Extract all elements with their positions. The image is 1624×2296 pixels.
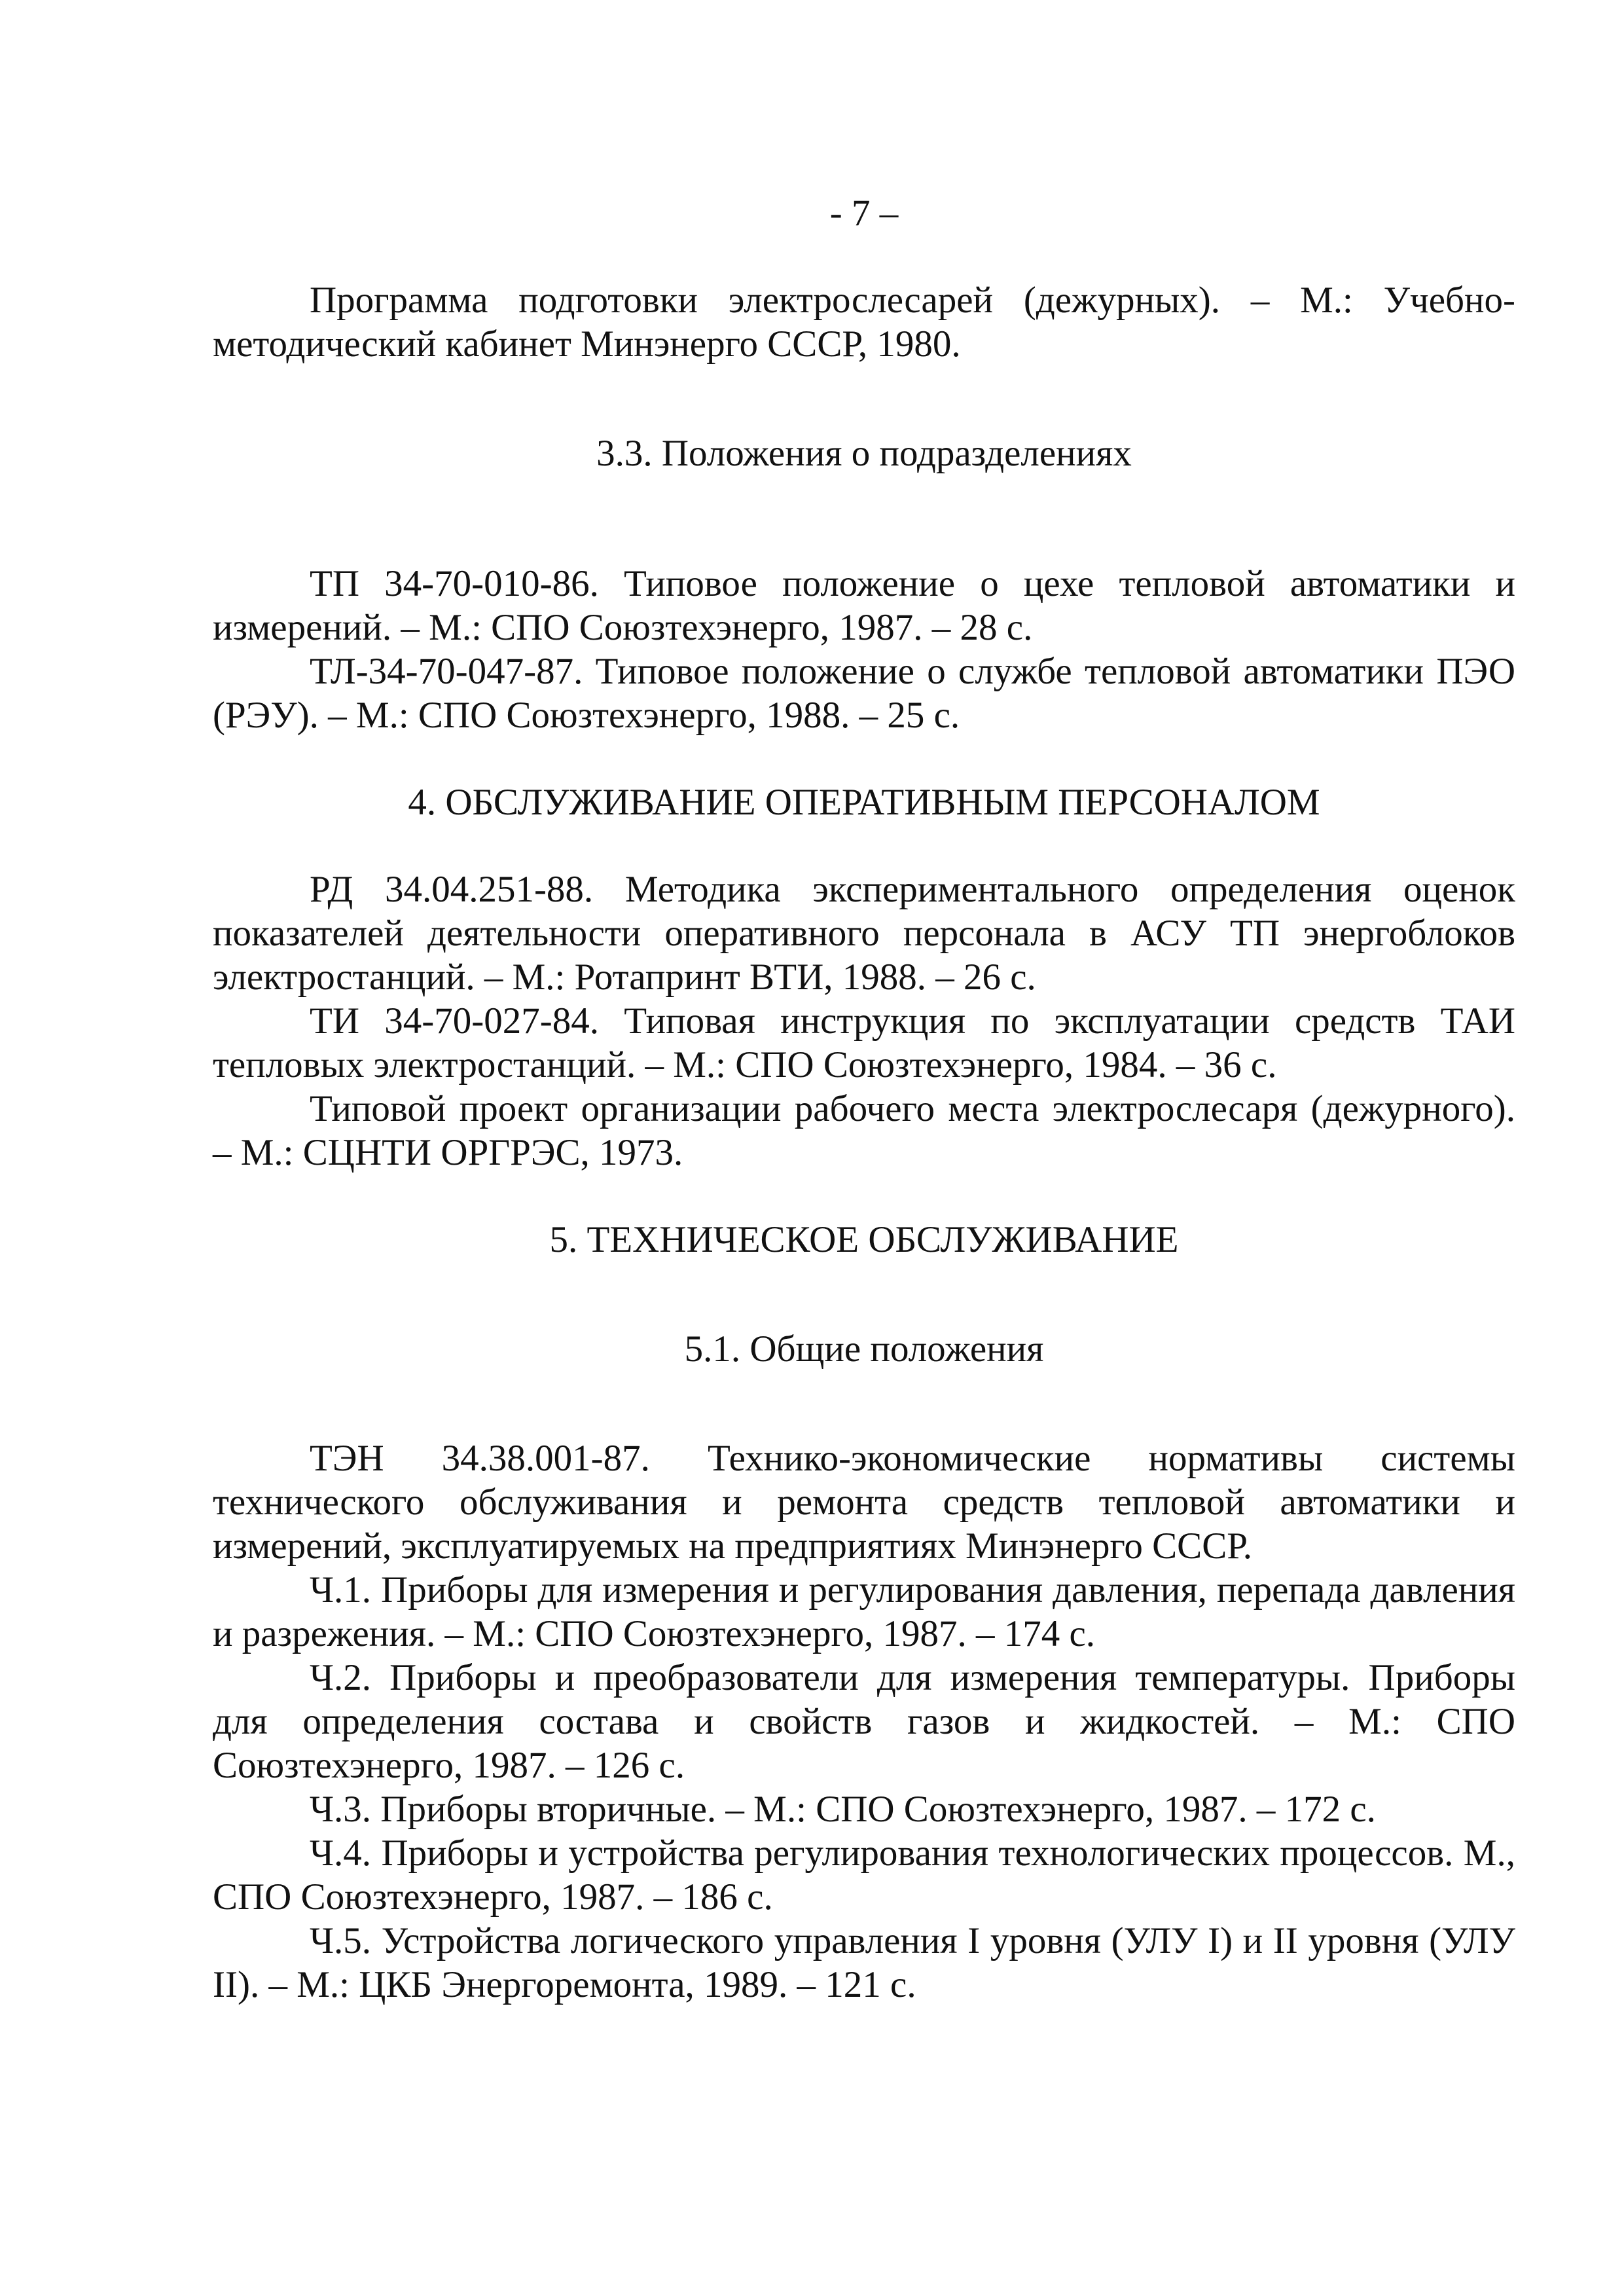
section-5-1-paragraph-4: Ч.3. Приборы вторичные. – М.: СПО Союзтехэнерго, 1987. – 172 с. [310, 1789, 1376, 1830]
section-4-paragraph-3: Типовой проект организации рабочего места электрослесаря (дежурного). – М.: СЦНТИ ОРГРЭС, 1973. [213, 1088, 1515, 1173]
section-5-1-paragraph-5: Ч.4. Приборы и устройства регулирования технологических процессов. М., СПО Союзтехэнерго, 1987. – 186 с. [213, 1832, 1515, 1918]
section-5-1-heading: 5.1. Общие положения [684, 1328, 1044, 1370]
section-4-heading: 4. ОБСЛУЖИВАНИЕ ОПЕРАТИВНЫМ ПЕРСОНАЛОМ [408, 782, 1320, 823]
section-3-3-paragraph-1: ТП 34-70-010-86. Типовое положение о цехе тепловой автоматики и измерений. – М.: СПО Союзтехэнерго, 1987. – 28 с. [213, 563, 1515, 648]
page-content [213, 191, 1515, 2007]
section-3-3-paragraph-2: ТЛ-34-70-047-87. Типовое положение о службе тепловой автоматики ПЭО (РЭУ). – М.: СПО Союзтехэнерго, 1988. – 25 с. [213, 651, 1515, 736]
section-5-1-paragraph-1: ТЭН 34.38.001-87. Технико-экономические нормативы системы технического обслуживания и ремонта средств тепловой автоматики и измерений, эксплуатируемых на предприятиях Минэнерго СССР. [213, 1438, 1515, 1567]
section-5-1-paragraph-2: Ч.1. Приборы для измерения и регулирования давления, перепада давления и разрежения. – М.: СПО Союзтехэнерго, 1987. – 174 с. [213, 1569, 1515, 1654]
page-number: - 7 – [829, 192, 899, 234]
section-4-paragraph-1: РД 34.04.251-88. Методика экспериментального определения оценок показателей деятельности оперативного персонала в АСУ ТП энергоблоков электростанций. – М.: Ротапринт ВТИ, 1988. – 26 с. [213, 869, 1515, 998]
section-5-heading: 5. ТЕХНИЧЕСКОЕ ОБСЛУЖИВАНИЕ [549, 1219, 1179, 1260]
section-3-3-heading: 3.3. Положения о подразделениях [596, 433, 1132, 474]
section-5-1-paragraph-6: Ч.5. Устройства логического управления I уровня (УЛУ I) и II уровня (УЛУ II). – М.: ЦКБ Энергоремонта, 1989. – 121 с. [213, 1920, 1515, 2005]
section-4-paragraph-2: ТИ 34-70-027-84. Типовая инструкция по эксплуатации средств ТАИ тепловых электростанций. – М.: СПО Союзтехэнерго, 1984. – 36 с. [213, 1000, 1515, 1085]
section-5-1-paragraph-3: Ч.2. Приборы и преобразователи для измерения температуры. Приборы для определения состава и свойств газов и жидкостей. – М.: СПО Союзтехэнерго, 1987. – 126 с. [213, 1657, 1515, 1786]
intro-paragraph-1: Программа подготовки электрослесарей (дежурных). – М.: Учебно-методический кабинет Минэнерго СССР, 1980. [213, 280, 1515, 365]
